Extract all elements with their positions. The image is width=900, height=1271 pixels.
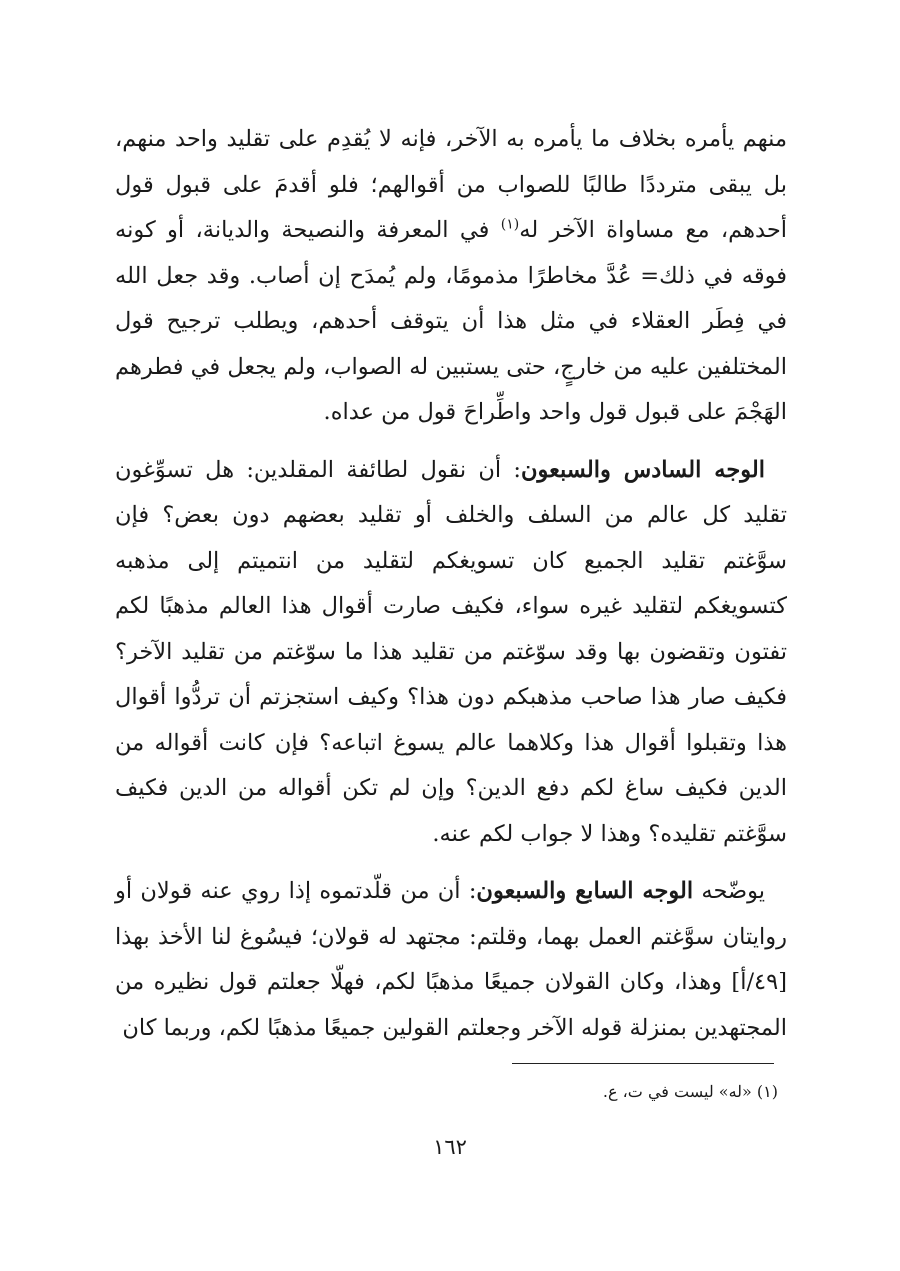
paragraph-3 xyxy=(115,869,787,1051)
page-body xyxy=(115,117,787,1051)
footnote: (١) «له» ليست في ت، ع. xyxy=(602,1082,778,1101)
footnote-separator xyxy=(512,1063,774,1064)
paragraph-1-text-b: في المعرفة والنصيحة والديانة، أو كونه فوقه في ذلك= عُدَّ مخاطرًا مذمومًا، ولم يُمدَح إن أصاب. وقد جعل الله في فِطَر العقلاء في مثل هذا أن يتوقف أحدهم، ويطلب ترجيح قول المختلفين عليه من خارجٍ، حتى يستبين له الصواب، ولم يجعل في فطرهم الهَجْمَ على قبول قول واحد واطِّراحَ قول من عداه. xyxy=(115,217,787,425)
paragraph-2 xyxy=(115,448,787,858)
page-number: ١٦٢ xyxy=(433,1135,467,1159)
paragraph-3-text: : أن من قلّدتموه إذا روي عنه قولان أو روايتان سوَّغتم العمل بهما، وقلتم: مجتهد له قولان؛ فيسُوغ لنا الأخذ بهذا [٤٩/أ] وهذا، وكان القولان جميعًا مذهبًا لكم، فهلّا جعلتم قول نظيره من المجتهدين بمنزلة قوله الآخر وجعلتم القولين جميعًا مذهبًا لكم، وربما كان xyxy=(115,878,787,1041)
section-heading-77: الوجه السابع والسبعون xyxy=(476,878,694,904)
paragraph-1 xyxy=(115,117,787,436)
paragraph-3-intro: يوضّحه xyxy=(693,878,765,904)
paragraph-1-text-a: منهم يأمره بخلاف ما يأمره به الآخر، فإنه لا يُقدِم على تقليد واحد منهم، بل يبقى مترددًا طالبًا للصواب من أقوالهم؛ فلو أقدمَ على قبول قول أحدهم، مع مساواة الآخر له xyxy=(115,126,787,243)
paragraph-2-text: : أن نقول لطائفة المقلدين: هل تسوِّغون تقليد كل عالم من السلف والخلف أو تقليد بعضهم دون بعض؟ فإن سوَّغتم تقليد الجميع كان تسويغكم لتقليد من انتميتم إلى مذهبه كتسويغكم لتقليد غيره سواء، فكيف صارت أقوال هذا العالم مذهبًا لكم تفتون وتقضون بها وقد سوّغتم من تقليد هذا ما سوّغتم من تقليد الآخر؟ فكيف صار هذا صاحب مذهبكم دون هذا؟ وكيف استجزتم أن تردُّوا أقوال هذا وتقبلوا أقوال هذا وكلاهما عالم يسوغ اتباعه؟ فإن كانت أقواله من الدين فكيف ساغ لكم دفع الدين؟ وإن لم تكن أقواله من الدين فكيف سوَّغتم تقليده؟ وهذا لا جواب لكم عنه. xyxy=(115,456,787,847)
footnote-marker[interactable]: (١) xyxy=(500,216,520,233)
section-heading-76: الوجه السادس والسبعون xyxy=(521,456,765,483)
